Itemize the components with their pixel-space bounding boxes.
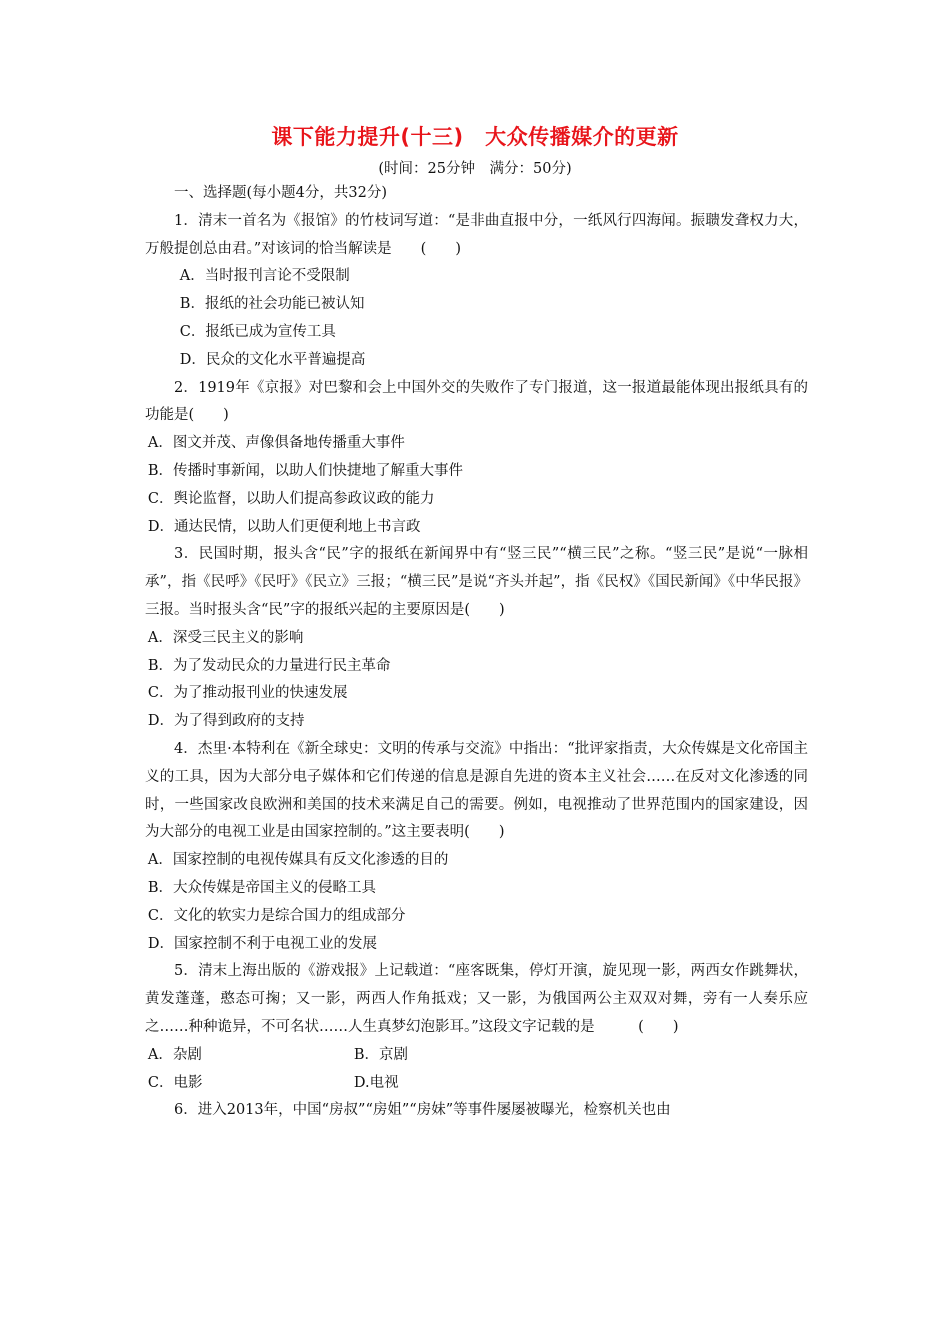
question-1-stem: 1．清末一首名为《报馆》的竹枝词写道：“是非曲直报中分，一纸风行四海闻。振聩发聋权力大，万般提创总由君。”对该词的恰当解读是 ( ) bbox=[145, 212, 808, 257]
document-body bbox=[145, 180, 808, 1125]
question-5-option-b: B．京剧 bbox=[353, 1046, 409, 1063]
question-6-stem: 6．进入2013年，中国“房叔”“房姐”“房妹”等事件屡屡被曝光，检察机关也由 bbox=[174, 1102, 671, 1119]
page-title: 课下能力提升(十三) 大众传播媒介的更新 bbox=[271, 125, 679, 149]
question-1-option-c: C．报纸已成为宣传工具 bbox=[179, 323, 336, 340]
question-4-option-c: C．文化的软实力是综合国力的组成部分 bbox=[147, 907, 406, 924]
question-5-option-c: C．电影 bbox=[147, 1074, 203, 1091]
question-5-stem: 5．清末上海出版的《游戏报》上记载道：“座客既集，停灯开演，旋见现一影，两西女作跳舞状，黄发蓬蓬，憨态可掬；又一影，两西人作角抵戏；又一影，为俄国两公主双双对舞，旁有一人奏乐应之……种种诡异，不可名状……人生真梦幻泡影耳。”这段文字记载的是 ( ) bbox=[145, 963, 808, 1035]
question-2-option-c: C．舆论监督，以助人们提高参政议政的能力 bbox=[147, 490, 435, 507]
question-1-option-d: D．民众的文化水平普遍提高 bbox=[179, 351, 366, 368]
page-subtitle: (时间：25分钟 满分：50分) bbox=[378, 161, 572, 177]
section-heading: 一、选择题(每小题4分，共32分) bbox=[174, 185, 387, 201]
question-2-option-b: B．传播时事新闻，以助人们快捷地了解重大事件 bbox=[147, 462, 464, 479]
question-3-option-c: C．为了推动报刊业的快速发展 bbox=[147, 685, 348, 702]
question-2-option-d: D．通达民情，以助人们更便利地上书言政 bbox=[147, 518, 421, 535]
question-5-options-row-1 bbox=[145, 1042, 808, 1070]
question-3-stem: 3．民国时期，报头含“民”字的报纸在新闻界中有“竖三民”“横三民”之称。“竖三民”是说“一脉相承”，指《民呼》《民吁》《民立》三报；“横三民”是说“齐头并起”，指《民权》《国民新闻》《中华民报》三报。当时报头含“民”字的报纸兴起的主要原因是( ) bbox=[145, 546, 808, 618]
question-5-option-a: A．杂剧 bbox=[147, 1046, 202, 1063]
question-1-option-b: B．报纸的社会功能已被认知 bbox=[179, 296, 365, 313]
question-3-option-b: B．为了发动民众的力量进行民主革命 bbox=[147, 657, 391, 674]
question-3-option-a: A．深受三民主义的影响 bbox=[147, 629, 304, 646]
question-2-stem: 2．1919年《京报》对巴黎和会上中国外交的失败作了专门报道，这一报道最能体现出报纸具有的功能是( ) bbox=[145, 379, 808, 424]
question-4-option-a: A．国家控制的电视传媒具有反文化渗透的目的 bbox=[147, 852, 449, 869]
question-1-option-a: A．当时报刊言论不受限制 bbox=[179, 268, 350, 285]
question-2-option-a: A．图文并茂、声像俱备地传播重大事件 bbox=[147, 435, 405, 452]
question-4-option-d: D．国家控制不利于电视工业的发展 bbox=[147, 935, 378, 952]
question-5-options-row-2 bbox=[145, 1070, 808, 1098]
question-5-option-d: D.电视 bbox=[353, 1074, 399, 1091]
question-4-stem: 4．杰里·本特利在《新全球史：文明的传承与交流》中指出：“批评家指责，大众传媒是文化帝国主义的工具，因为大部分电子媒体和它们传递的信息是源自先进的资本主义社会……在反对文化渗透的同时，一些国家改良欧洲和美国的技术来满足自己的需要。例如，电视推动了世界范围内的国家建设，因为大部分的电视工业是由国家控制的。”这主要表明( ) bbox=[145, 740, 808, 841]
question-3-option-d: D．为了得到政府的支持 bbox=[147, 713, 305, 730]
question-4-option-b: B．大众传媒是帝国主义的侵略工具 bbox=[147, 879, 377, 896]
